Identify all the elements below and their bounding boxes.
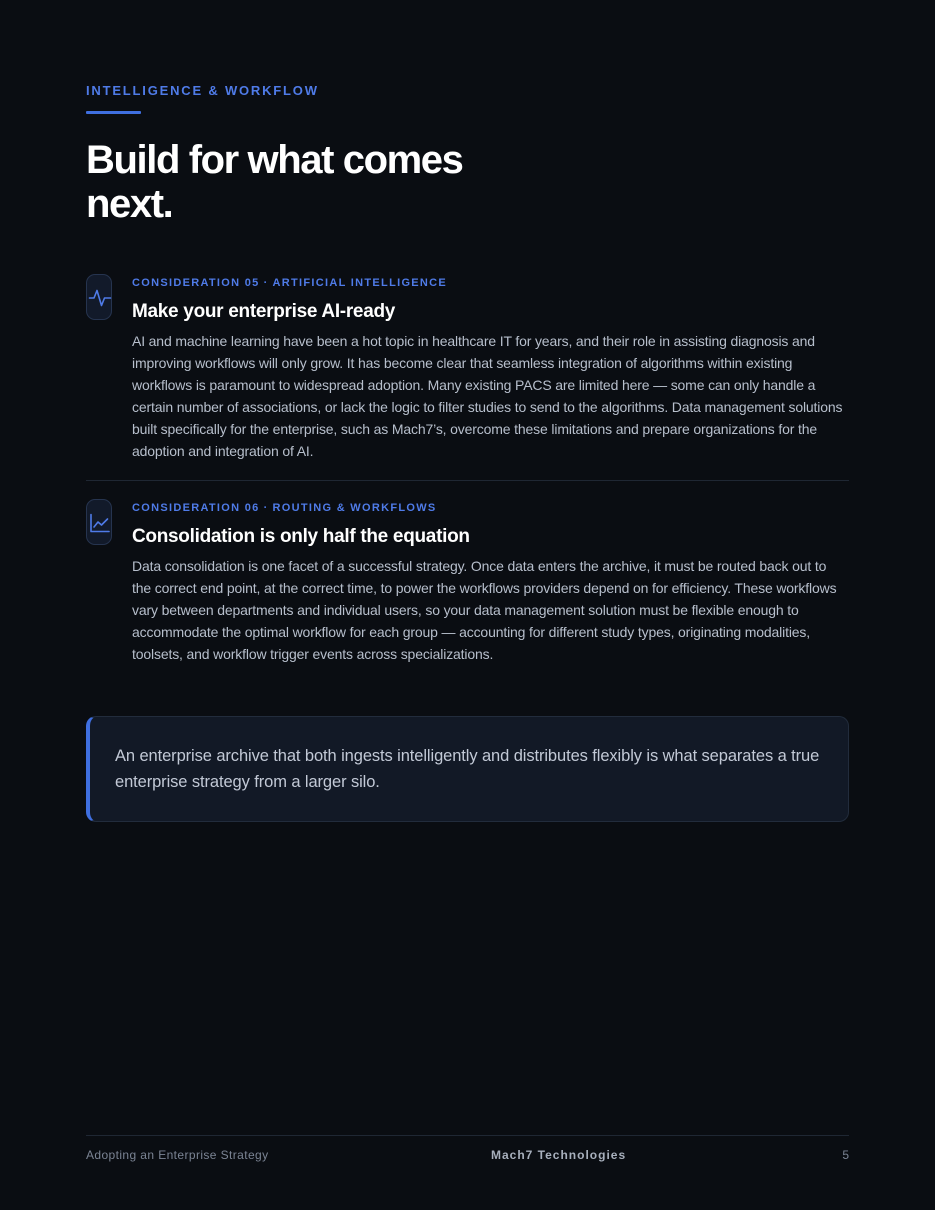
footer-company-name: Mach7 Technologies xyxy=(491,1148,627,1162)
document-page xyxy=(86,0,849,1210)
consideration-number: CONSIDERATION 05 xyxy=(132,277,260,289)
footer-document-title: Adopting an Enterprise Strategy xyxy=(86,1148,269,1162)
callout-quote: An enterprise archive that both ingests intelligently and distributes flexibly is what separates a true enterprise strategy from a larger silo. xyxy=(86,716,849,822)
consideration-body: Data consolidation is one facet of a successful strategy. Once data enters the archive, it must be routed back out to the correct end point, at the correct time, to power the workflows providers depend on for efficiency. These workflows vary between departments and individual users, so your data management solution must be flexible enough to accommodate the optimal workflow for each group — accounting for different study types, originating modalities, toolsets, and workflow trigger events across specializations. xyxy=(132,558,837,662)
consideration-label xyxy=(132,500,844,516)
pulse-icon xyxy=(86,274,112,320)
label-separator: · xyxy=(263,277,269,289)
label-separator: · xyxy=(263,502,269,514)
page-title: Build for what comes next. xyxy=(86,138,463,226)
consideration-topic: ROUTING & WORKFLOWS xyxy=(272,502,437,514)
footer-divider xyxy=(86,1135,849,1136)
section-eyebrow: INTELLIGENCE & WORKFLOW xyxy=(86,83,319,98)
line-chart-icon xyxy=(86,499,112,545)
consideration-body: AI and machine learning have been a hot topic in healthcare IT for years, and their role in assisting diagnosis and improving workflows will only grow. It has become clear that seamless integration of algorithms within existing workflows is paramount to widespread adoption. Many existing PACS are limited here — some can only handle a certain number of associations, or lack the logic to filter studies to send to the algorithms. Data management solutions built specifically for the enterprise, such as Mach7’s, overcome these limitations and prepare organizations for the adoption and integration of AI. xyxy=(132,333,843,459)
consideration-label xyxy=(132,275,844,291)
consideration-content xyxy=(132,274,844,462)
consideration-content xyxy=(132,499,844,665)
eyebrow-accent-rule xyxy=(86,111,141,114)
page-number: 5 xyxy=(842,1148,849,1162)
consideration-heading: Make your enterprise AI-ready xyxy=(132,301,396,322)
consideration-number: CONSIDERATION 06 xyxy=(132,502,260,514)
section-divider xyxy=(86,480,849,481)
consideration-heading: Consolidation is only half the equation xyxy=(132,526,470,547)
consideration-topic: ARTIFICIAL INTELLIGENCE xyxy=(272,277,448,289)
